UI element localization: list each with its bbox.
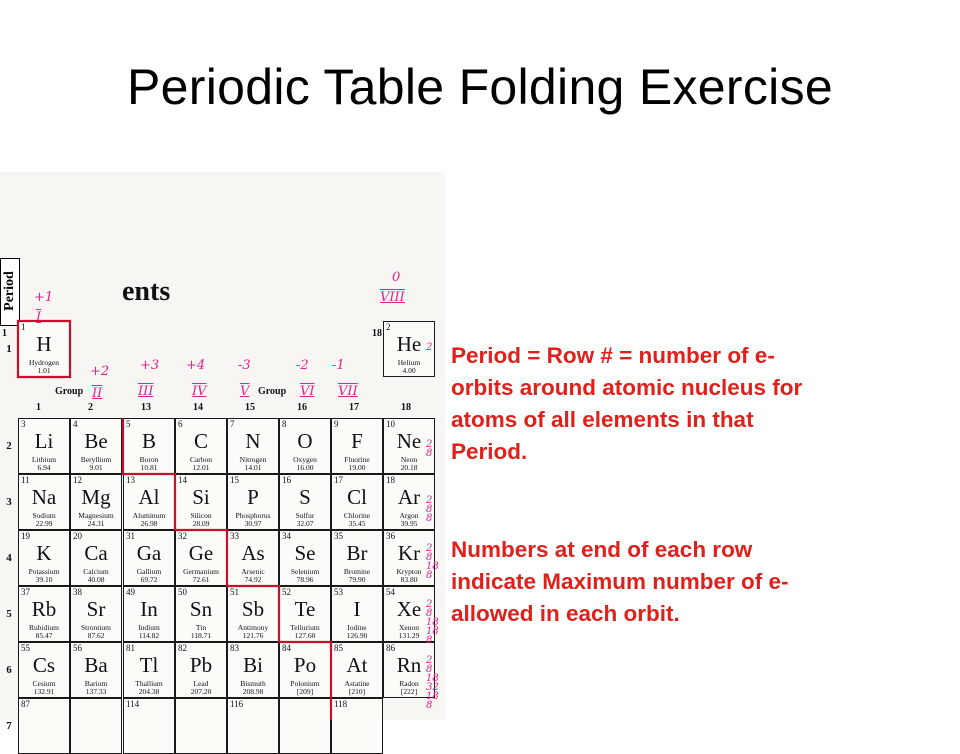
element-name: Tin: [195, 623, 207, 632]
element-number: 53: [334, 587, 343, 597]
element-symbol: Si: [192, 485, 210, 509]
handwritten-charge: +1: [34, 290, 54, 305]
handwritten-charge: +4: [186, 358, 206, 373]
element-number: 114: [126, 699, 140, 709]
element-name: Phosphorus: [235, 511, 271, 520]
element-number: 33: [230, 531, 239, 541]
handwritten-row-end: 2: [426, 342, 433, 353]
element-name: Germanium: [183, 567, 219, 576]
element-mass: [210]: [348, 687, 366, 696]
slide-title: Periodic Table Folding Exercise: [127, 59, 833, 115]
element-number: 10: [386, 419, 395, 429]
element-symbol: Po: [293, 653, 317, 677]
element-number: 87: [21, 699, 30, 709]
element-mass: 14.01: [244, 463, 262, 472]
element-mass: 12.01: [192, 463, 210, 472]
metal-nonmetal-fold-line: [123, 418, 331, 720]
element-symbol: Ge: [188, 541, 214, 565]
group-label-mid: Group: [258, 386, 287, 397]
element-symbol: Xe: [396, 597, 422, 621]
element-number: 85: [334, 643, 343, 653]
element-symbol: B: [141, 429, 156, 453]
element-name: Argon: [399, 511, 419, 520]
element-symbol: He: [396, 332, 422, 356]
element-name: Lithium: [31, 455, 57, 464]
element-symbol: Na: [31, 485, 57, 509]
element-name: Chlorine: [343, 511, 371, 520]
element-mass: 35.45: [348, 519, 366, 528]
group-number: 18: [401, 402, 411, 413]
element-symbol: Te: [294, 597, 316, 621]
element-name: Lead: [193, 679, 209, 688]
handwritten-row-end: 2 8 18 18 8: [426, 599, 439, 646]
element-number: 32: [178, 531, 187, 541]
element-name: Aluminum: [132, 511, 166, 520]
element-number: 8: [282, 419, 287, 429]
element-number: 83: [230, 643, 239, 653]
element-mass: [209]: [296, 687, 314, 696]
period-number: 1: [6, 343, 12, 355]
element-number: 2: [386, 322, 391, 332]
h-group-number: 1: [2, 328, 7, 339]
element-symbol: Ca: [84, 541, 108, 565]
element-mass: 16.00: [296, 463, 314, 472]
element-number: 31: [126, 531, 135, 541]
element-symbol: Ar: [397, 485, 421, 509]
element-symbol: Br: [346, 541, 368, 565]
element-mass: 121.76: [242, 631, 264, 640]
element-mass: 28.09: [192, 519, 210, 528]
element-symbol: S: [299, 485, 311, 509]
handwritten-roman-numeral: VII: [338, 384, 358, 399]
element-number: 82: [178, 643, 187, 653]
element-symbol: P: [247, 485, 259, 509]
element-mass: [222]: [400, 687, 418, 696]
scanned-periodic-table: [0, 172, 445, 732]
handwritten-charge: -2: [296, 358, 309, 373]
element-number: 1: [21, 322, 26, 332]
element-name: Fluorine: [344, 455, 370, 464]
element-mass: 114.82: [138, 631, 160, 640]
element-number: 86: [386, 643, 395, 653]
element-mass: 39.95: [400, 519, 418, 528]
element-mass: 22.99: [35, 519, 53, 528]
handwritten-charge: +3: [140, 358, 160, 373]
element-symbol: C: [193, 429, 208, 453]
element-mass: 19.00: [348, 463, 366, 472]
element-mass: 126.90: [346, 631, 368, 640]
element-name: Potassium: [28, 567, 60, 576]
element-mass: 127.60: [294, 631, 316, 640]
element-mass: 26.98: [140, 519, 158, 528]
element-number: 20: [73, 531, 82, 541]
element-name: Helium: [397, 358, 421, 367]
element-symbol: Al: [138, 485, 160, 509]
element-number: 56: [73, 643, 82, 653]
element-name: Iodine: [347, 623, 367, 632]
element-symbol: Kr: [397, 541, 421, 565]
period-number: 3: [6, 496, 12, 508]
element-number: 12: [73, 475, 82, 485]
element-symbol: O: [297, 429, 313, 453]
element-mass: 83.80: [400, 575, 418, 584]
group-number: 1: [36, 402, 41, 413]
handwritten-row-end: 2 8 8: [426, 495, 433, 524]
handwritten-roman-numeral: I: [36, 310, 42, 325]
element-symbol: Rn: [396, 653, 422, 677]
element-number: 16: [282, 475, 291, 485]
element-name: Bromine: [343, 567, 371, 576]
element-name: Nitrogen: [239, 455, 267, 464]
element-name: Silicon: [190, 511, 212, 520]
element-name: Carbon: [189, 455, 213, 464]
element-name: Tellurium: [290, 623, 320, 632]
element-symbol: Bi: [243, 653, 263, 677]
element-name: Strontium: [80, 623, 111, 632]
element-mass: 118.71: [190, 631, 212, 640]
element-mass: 20.18: [400, 463, 418, 472]
element-number: 116: [230, 699, 244, 709]
element-mass: 72.61: [192, 575, 210, 584]
element-number: 54: [386, 587, 395, 597]
handwritten-row-end: 2 8 18 32 18 8: [426, 655, 439, 711]
period-number: 5: [6, 608, 12, 620]
element-symbol: Sr: [86, 597, 106, 621]
period-explanation: [451, 340, 802, 468]
element-mass: 74.92: [244, 575, 262, 584]
handwritten-row-end: 2 8 18 8: [426, 543, 439, 581]
element-name: Selenium: [290, 567, 320, 576]
element-number: 5: [126, 419, 131, 429]
element-name: Indium: [138, 623, 160, 632]
element-number: 36: [386, 531, 395, 541]
handwritten-roman-numeral: IV: [192, 384, 207, 399]
element-mass: 10.81: [140, 463, 158, 472]
group-label-left: Group: [55, 386, 84, 397]
element-mass: 85.47: [35, 631, 53, 640]
element-name: Gallium: [136, 567, 162, 576]
group-number: 17: [349, 402, 359, 413]
handwritten-roman-numeral: III: [138, 384, 154, 399]
element-mass: 87.62: [87, 631, 105, 640]
element-mass: 204.38: [138, 687, 160, 696]
element-mass: 9.01: [89, 463, 103, 472]
element-symbol: Sb: [241, 597, 265, 621]
element-symbol: In: [140, 597, 158, 621]
element-number: 9: [334, 419, 339, 429]
handwritten-roman-numeral: VI: [300, 384, 315, 399]
element-name: Magnesium: [78, 511, 114, 520]
note-line: Period.: [451, 439, 528, 464]
element-symbol: As: [241, 541, 265, 565]
element-symbol: Rb: [31, 597, 57, 621]
element-symbol: K: [36, 541, 52, 565]
element-name: Calcium: [83, 567, 109, 576]
element-symbol: H: [36, 332, 52, 356]
element-number: 49: [126, 587, 135, 597]
element-mass: 208.98: [242, 687, 264, 696]
element-name: Rubidium: [28, 623, 59, 632]
element-mass: 131.29: [398, 631, 420, 640]
element-mass: 137.33: [85, 687, 107, 696]
element-symbol: Tl: [139, 653, 159, 677]
element-symbol: N: [245, 429, 261, 453]
handwritten-charge: +2: [90, 364, 110, 379]
fold-line-overlay: [0, 172, 445, 720]
element-number: 13: [126, 475, 135, 485]
element-symbol: Se: [294, 541, 316, 565]
element-mass: 40.08: [87, 575, 105, 584]
element-symbol: Mg: [81, 485, 111, 509]
element-name: Arsenic: [241, 567, 265, 576]
element-name: Astatine: [344, 679, 370, 688]
element-name: Cesium: [32, 679, 56, 688]
element-mass: 207.20: [190, 687, 212, 696]
element-mass: 24.31: [87, 519, 105, 528]
handwritten-roman-numeral: V: [240, 384, 250, 399]
element-mass: 132.91: [33, 687, 55, 696]
element-symbol: Ba: [84, 653, 108, 677]
note-line: Numbers at end of each row: [451, 537, 753, 562]
element-name: Radon: [399, 679, 419, 688]
element-mass: 79.90: [348, 575, 366, 584]
element-symbol: Sn: [189, 597, 213, 621]
element-number: 15: [230, 475, 239, 485]
element-number: 118: [334, 699, 348, 709]
element-name: Boron: [139, 455, 159, 464]
element-name: Neon: [400, 455, 418, 464]
element-number: 55: [21, 643, 30, 653]
group-number: 16: [297, 402, 307, 413]
element-number: 52: [282, 587, 291, 597]
element-number: 6: [178, 419, 183, 429]
element-number: 4: [73, 419, 78, 429]
element-number: 18: [386, 475, 395, 485]
element-number: 38: [73, 587, 82, 597]
handwritten-charge: -3: [238, 358, 251, 373]
period-number: 4: [6, 552, 12, 564]
element-name: Sulfur: [295, 511, 315, 520]
element-name: Sodium: [32, 511, 56, 520]
group-number: 13: [141, 402, 151, 413]
element-symbol: F: [351, 429, 363, 453]
group-number: 14: [193, 402, 203, 413]
element-mass: 30.97: [244, 519, 262, 528]
note-line: orbits around atomic nucleus for: [451, 375, 803, 400]
element-symbol: Cs: [32, 653, 56, 677]
handwritten-charge: 0: [392, 270, 401, 285]
element-number: 7: [230, 419, 235, 429]
element-number: 35: [334, 531, 343, 541]
element-number: 3: [21, 419, 26, 429]
element-number: 14: [178, 475, 187, 485]
heading-fragment: ents: [122, 276, 171, 307]
element-mass: 39.10: [35, 575, 53, 584]
group-number: 2: [88, 402, 93, 413]
element-number: 81: [126, 643, 135, 653]
element-symbol: Ne: [396, 429, 422, 453]
note-line: atoms of all elements in that: [451, 407, 754, 432]
period-number: 2: [6, 440, 12, 452]
element-symbol: Pb: [189, 653, 213, 677]
element-symbol: Li: [34, 429, 54, 453]
element-symbol: Ga: [136, 541, 162, 565]
element-name: Barium: [84, 679, 108, 688]
period-number: 7: [6, 720, 12, 732]
element-number: 37: [21, 587, 30, 597]
element-number: 11: [21, 475, 30, 485]
hydrogen-fold-box: [18, 321, 70, 377]
element-name: Hydrogen: [29, 358, 59, 367]
element-mass: 78.96: [296, 575, 314, 584]
row-numbers-explanation: [451, 534, 789, 630]
element-name: Krypton: [396, 567, 422, 576]
element-name: Bismuth: [240, 679, 266, 688]
element-name: Xenon: [399, 623, 419, 632]
period-number: 6: [6, 664, 12, 676]
element-name: Thallium: [135, 679, 163, 688]
element-number: 84: [282, 643, 291, 653]
element-symbol: At: [346, 653, 368, 677]
handwritten-roman-numeral: II: [92, 386, 103, 401]
handwritten-roman-numeral: VIII: [380, 290, 405, 305]
element-name: Antimony: [237, 623, 269, 632]
note-line: Period = Row # = number of e-: [451, 343, 775, 368]
element-name: Beryllium: [80, 455, 112, 464]
handwritten-row-end: 2 8: [426, 439, 433, 459]
element-mass: 32.07: [296, 519, 314, 528]
he-group-number: 18: [372, 328, 382, 339]
element-mass: 69.72: [140, 575, 158, 584]
element-number: 17: [334, 475, 343, 485]
period-header-label: Period: [2, 271, 17, 311]
element-number: 34: [282, 531, 291, 541]
note-line: allowed in each orbit.: [451, 601, 680, 626]
note-line: indicate Maximum number of e-: [451, 569, 789, 594]
element-number: 19: [21, 531, 30, 541]
element-name: Polonium: [290, 679, 320, 688]
group-number: 15: [245, 402, 255, 413]
element-mass: 1.01: [37, 366, 51, 375]
element-number: 51: [230, 587, 239, 597]
element-mass: 4.00: [402, 366, 416, 375]
element-symbol: Be: [84, 429, 108, 453]
element-symbol: Cl: [347, 485, 367, 509]
element-name: Oxygen: [293, 455, 317, 464]
handwritten-charge: -1: [332, 358, 345, 373]
element-number: 50: [178, 587, 187, 597]
element-mass: 6.94: [37, 463, 51, 472]
element-symbol: I: [353, 597, 361, 621]
